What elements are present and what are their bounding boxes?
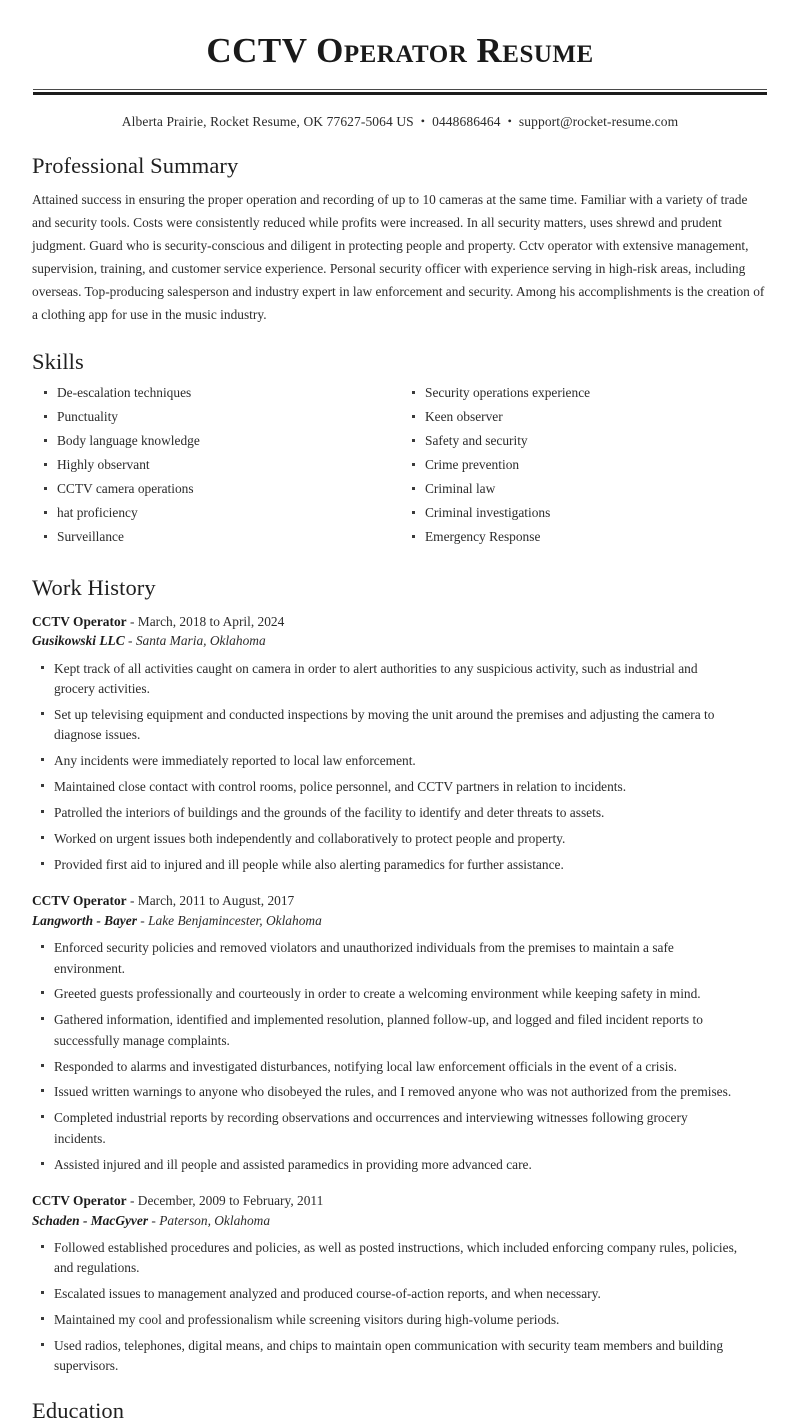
job-separator: - [129, 613, 135, 629]
job-company-line [32, 1211, 768, 1231]
job-title: CCTV Operator [32, 1192, 127, 1208]
section-heading-education: Education [32, 1397, 125, 1423]
list-item: Patrolled the interiors of buildings and the grounds of the facility to identify and deter threats to assets. [32, 803, 768, 823]
job-location: Santa Maria, Oklahoma [135, 633, 266, 649]
list-item: Punctuality [32, 408, 400, 426]
skills-list-right [400, 384, 768, 545]
list-item: Crime prevention [400, 456, 768, 474]
list-item: Set up televising equipment and conducted inspections by moving the unit around the premises and adjusting the camera to diagnose issues. [32, 705, 768, 746]
list-item: Assisted injured and ill people and assisted paramedics in providing more advanced care. [32, 1155, 768, 1175]
job-separator: - [128, 633, 133, 649]
list-item: Escalated issues to management analyzed and produced course-of-action reports, and when necessary. [32, 1284, 768, 1304]
header-divider [32, 89, 768, 95]
list-item: Gathered information, identified and implemented resolution, planned follow-up, and logged and filed incident reports to successfully manage complaints. [32, 1010, 768, 1051]
list-item: Followed established procedures and policies, as well as posted instructions, which included enforcing company rules, policies, and regulations. [32, 1238, 768, 1279]
job-company: Langworth - Bayer [32, 912, 137, 928]
job-bullet-list [32, 659, 768, 875]
section-education [32, 1397, 768, 1424]
list-item: Provided first aid to injured and ill people while also alerting paramedics for further assistance. [32, 855, 768, 875]
contact-phone: 0448686464 [432, 114, 501, 130]
list-item: hat proficiency [32, 504, 400, 522]
job-separator: - [151, 1212, 156, 1228]
skills-columns [32, 384, 768, 551]
list-item: Safety and security [400, 432, 768, 450]
job-company-line [32, 911, 768, 931]
job-title: CCTV Operator [32, 893, 127, 909]
page-title: CCTV Operator Resume [206, 31, 594, 70]
work-history-entry [32, 891, 768, 1175]
job-location: Paterson, Oklahoma [159, 1212, 271, 1228]
skills-list-left [32, 384, 400, 545]
list-item: Worked on urgent issues both independently and collaboratively to protect people and property. [32, 829, 768, 849]
job-company-line [32, 631, 768, 651]
skills-column-right [400, 384, 768, 551]
list-item: Body language knowledge [32, 432, 400, 450]
list-item: Issued written warnings to anyone who disobeyed the rules, and I removed anyone who was not authorized from the premises. [32, 1082, 768, 1102]
job-separator: - [140, 912, 145, 928]
list-item: Criminal law [400, 480, 768, 498]
contact-info [32, 114, 768, 130]
list-item: De-escalation techniques [32, 384, 400, 402]
list-item: Emergency Response [400, 528, 768, 546]
contact-separator-1: • [420, 114, 426, 129]
contact-separator-2: • [507, 114, 512, 129]
list-item: Kept track of all activities caught on camera in order to alert authorities to any suspicious activity, such as industrial and grocery activities. [32, 659, 768, 700]
list-item: Surveillance [32, 528, 400, 546]
list-item: Keen observer [400, 408, 768, 426]
summary-paragraph: Attained success in ensuring the proper operation and recording of up to 10 cameras at the same time. Familiar with a variety of trade and security tools. Costs were consistently reduced while profits were increased. In all security matters, uses shrewd and prudent judgment. Guard who is security-conscious and diligent in protecting people and property. Cctv operator with extensive management, supervision, training, and customer service experience. Personal security officer with experience serving in high-risk areas, including overseas. Top-producing salesperson and industry expert in law enforcement and security. Among his accomplishments is the creation of a clothing app for use in the music industry. [32, 192, 765, 323]
list-item: Completed industrial reports by recording observations and occurrences and interviewing witnesses following grocery incidents. [32, 1108, 768, 1149]
list-item: Maintained my cool and professionalism while screening visitors during high-volume periods. [32, 1310, 768, 1330]
contact-address: Alberta Prairie, Rocket Resume, OK 77627-5064 US [121, 114, 414, 130]
section-work-history [32, 574, 768, 1377]
list-item: Highly observant [32, 456, 400, 474]
list-item: Criminal investigations [400, 504, 768, 522]
list-item: Any incidents were immediately reported to local law enforcement. [32, 751, 768, 771]
job-dates: December, 2009 to February, 2011 [137, 1192, 324, 1208]
list-item: Responded to alarms and investigated disturbances, notifying local law enforcement officials in the event of a crisis. [32, 1057, 768, 1077]
section-heading-skills: Skills [32, 349, 84, 375]
divider-rule-thick [33, 92, 767, 95]
list-item: Used radios, telephones, digital means, and chips to maintain open communication with security team members and building supervisors. [32, 1336, 768, 1377]
job-separator: - [129, 893, 135, 909]
job-title-line [32, 1191, 768, 1211]
list-item: Greeted guests professionally and courteously in order to create a welcoming environment while keeping safety in mind. [32, 984, 768, 1004]
job-dates: March, 2018 to April, 2024 [137, 613, 285, 629]
job-title-line [32, 891, 768, 911]
work-history-entry [32, 1191, 768, 1377]
skills-column-left [32, 384, 400, 551]
contact-email[interactable]: support@rocket-resume.com [518, 114, 679, 130]
job-company: Gusikowski LLC [32, 633, 125, 649]
job-location: Lake Benjamincester, Oklahoma [148, 912, 322, 928]
section-professional-summary [32, 152, 768, 326]
section-heading-summary: Professional Summary [32, 153, 239, 179]
job-title-line [32, 612, 768, 632]
list-item: Security operations experience [400, 384, 768, 402]
work-history-entry [32, 612, 768, 876]
list-item: CCTV camera operations [32, 480, 400, 498]
job-bullet-list [32, 1238, 768, 1377]
list-item: Maintained close contact with control rooms, police personnel, and CCTV partners in relation to incidents. [32, 777, 768, 797]
section-heading-work-history: Work History [32, 574, 156, 600]
section-skills [32, 348, 768, 551]
job-separator: - [129, 1192, 135, 1208]
list-item: Enforced security policies and removed violators and unauthorized individuals from the premises to maintain a safe environment. [32, 938, 768, 979]
job-bullet-list [32, 938, 768, 1175]
job-dates: March, 2011 to August, 2017 [137, 893, 295, 909]
job-title: CCTV Operator [32, 613, 127, 629]
job-company: Schaden - MacGyver [32, 1212, 149, 1228]
